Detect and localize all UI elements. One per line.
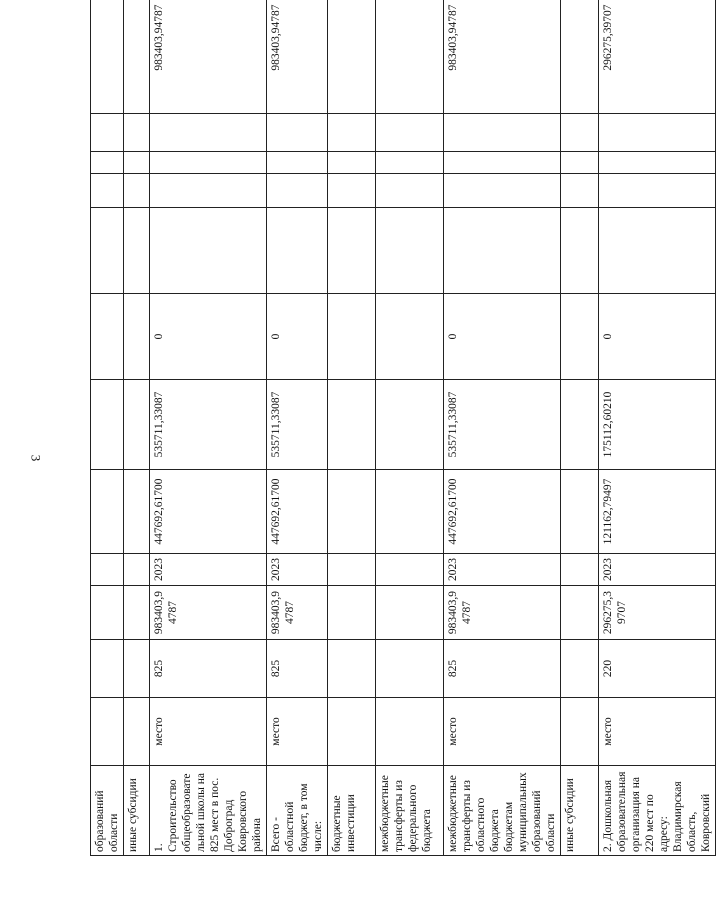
cell-cost: 983403,94787	[444, 586, 561, 640]
cell-name: иные субсидии	[124, 766, 150, 856]
cell-v3	[328, 294, 376, 380]
cell-year: 2023	[267, 554, 328, 586]
cell-empty	[444, 152, 561, 174]
cell-unit	[376, 698, 444, 766]
cell-v2: 535711,33087	[444, 380, 561, 470]
cell-empty	[599, 152, 716, 174]
cell-v2	[328, 380, 376, 470]
page-number: 3	[28, 454, 44, 462]
table-row	[91, 0, 124, 856]
cell-empty	[328, 208, 376, 294]
cell-capacity: 825	[267, 640, 328, 698]
cell-total	[376, 0, 444, 114]
cell-empty	[444, 174, 561, 208]
table-row	[599, 0, 716, 856]
cell-empty	[599, 114, 716, 152]
cell-v3	[376, 294, 444, 380]
cell-v2	[124, 380, 150, 470]
cell-total: 296275,39707	[599, 0, 716, 114]
cell-cost: 296275,39707	[599, 586, 716, 640]
cell-unit	[328, 698, 376, 766]
table-row	[124, 0, 150, 856]
table-row	[561, 0, 599, 856]
cell-year	[561, 554, 599, 586]
cell-total: 983403,94787	[444, 0, 561, 114]
cell-v3	[91, 294, 124, 380]
cell-cost	[124, 586, 150, 640]
cell-name: 2. Дошкольная образовательная организация на 220 мест по адресу: Владимирская область, Ковровский	[599, 766, 716, 856]
cell-unit	[561, 698, 599, 766]
cell-empty	[376, 208, 444, 294]
cell-empty	[91, 152, 124, 174]
cell-name: Всего - областной бюджет, в том числе:	[267, 766, 328, 856]
cell-capacity: 220	[599, 640, 716, 698]
table-row	[328, 0, 376, 856]
cell-cost: 983403,94787	[267, 586, 328, 640]
cell-cost	[91, 586, 124, 640]
cell-empty	[376, 152, 444, 174]
cell-total: 983403,94787	[267, 0, 328, 114]
table-row	[150, 0, 267, 856]
cell-v1	[376, 470, 444, 554]
cell-name: межбюджетные трансферты из федерального бюджета	[376, 766, 444, 856]
cell-unit	[124, 698, 150, 766]
cell-unit: место	[599, 698, 716, 766]
cell-empty	[124, 174, 150, 208]
cell-empty	[328, 174, 376, 208]
cell-name: межбюджетные трансферты из областного бюджета бюджетам муниципальных образований области	[444, 766, 561, 856]
cell-v3: 0	[150, 294, 267, 380]
cell-empty	[444, 114, 561, 152]
cell-year: 2023	[150, 554, 267, 586]
cell-v1	[561, 470, 599, 554]
cell-name: образований области	[91, 766, 124, 856]
cell-v3	[124, 294, 150, 380]
cell-empty	[328, 114, 376, 152]
cell-capacity	[328, 640, 376, 698]
cell-empty	[150, 114, 267, 152]
cell-cost	[376, 586, 444, 640]
cell-cost	[328, 586, 376, 640]
cell-cost	[561, 586, 599, 640]
cell-v1: 447692,61700	[444, 470, 561, 554]
cell-empty	[267, 152, 328, 174]
cell-empty	[328, 152, 376, 174]
cell-empty	[124, 152, 150, 174]
cell-total	[91, 0, 124, 114]
cell-v3	[561, 294, 599, 380]
table-row	[376, 0, 444, 856]
table-row	[444, 0, 561, 856]
cell-empty	[267, 174, 328, 208]
cell-v1	[91, 470, 124, 554]
cell-empty	[561, 152, 599, 174]
cell-name: иные субсидии	[561, 766, 599, 856]
cell-v1: 447692,61700	[150, 470, 267, 554]
cell-v1: 121162,79497	[599, 470, 716, 554]
cell-v1	[124, 470, 150, 554]
cell-name: 1. Строительство общеобразовательной школы на 825 мест в пос. Доброград Ковровского района	[150, 766, 267, 856]
investment-table	[90, 0, 716, 856]
cell-empty	[267, 114, 328, 152]
rotated-table-area	[90, 4, 712, 856]
cell-capacity: 825	[444, 640, 561, 698]
cell-v3: 0	[267, 294, 328, 380]
cell-unit	[91, 698, 124, 766]
cell-empty	[561, 114, 599, 152]
cell-empty	[376, 114, 444, 152]
cell-year: 2023	[599, 554, 716, 586]
cell-v2	[376, 380, 444, 470]
cell-capacity	[91, 640, 124, 698]
table-row	[267, 0, 328, 856]
table-wrapper	[90, 4, 712, 856]
cell-capacity	[376, 640, 444, 698]
cell-year	[91, 554, 124, 586]
cell-total	[561, 0, 599, 114]
cell-empty	[561, 174, 599, 208]
cell-empty	[376, 174, 444, 208]
cell-unit: место	[150, 698, 267, 766]
cell-unit: место	[444, 698, 561, 766]
cell-total: 983403,94787	[150, 0, 267, 114]
cell-empty	[267, 208, 328, 294]
cell-empty	[91, 174, 124, 208]
cell-capacity: 825	[150, 640, 267, 698]
cell-year	[328, 554, 376, 586]
cell-capacity	[124, 640, 150, 698]
cell-capacity	[561, 640, 599, 698]
cell-empty	[124, 208, 150, 294]
cell-v2	[91, 380, 124, 470]
cell-v3: 0	[599, 294, 716, 380]
cell-empty	[561, 208, 599, 294]
cell-empty	[150, 152, 267, 174]
cell-year	[124, 554, 150, 586]
cell-year: 2023	[444, 554, 561, 586]
cell-year	[376, 554, 444, 586]
cell-name: бюджетные инвестиции	[328, 766, 376, 856]
cell-empty	[599, 208, 716, 294]
cell-empty	[444, 208, 561, 294]
cell-empty	[91, 208, 124, 294]
cell-v2	[561, 380, 599, 470]
cell-empty	[150, 174, 267, 208]
cell-unit: место	[267, 698, 328, 766]
cell-empty	[124, 114, 150, 152]
cell-cost: 983403,94787	[150, 586, 267, 640]
cell-empty	[91, 114, 124, 152]
cell-empty	[599, 174, 716, 208]
cell-v2: 535711,33087	[150, 380, 267, 470]
cell-empty	[150, 208, 267, 294]
cell-total	[328, 0, 376, 114]
cell-v1	[328, 470, 376, 554]
cell-v2: 175112,60210	[599, 380, 716, 470]
cell-v1: 447692,61700	[267, 470, 328, 554]
cell-total	[124, 0, 150, 114]
cell-v2: 535711,33087	[267, 380, 328, 470]
cell-v3: 0	[444, 294, 561, 380]
